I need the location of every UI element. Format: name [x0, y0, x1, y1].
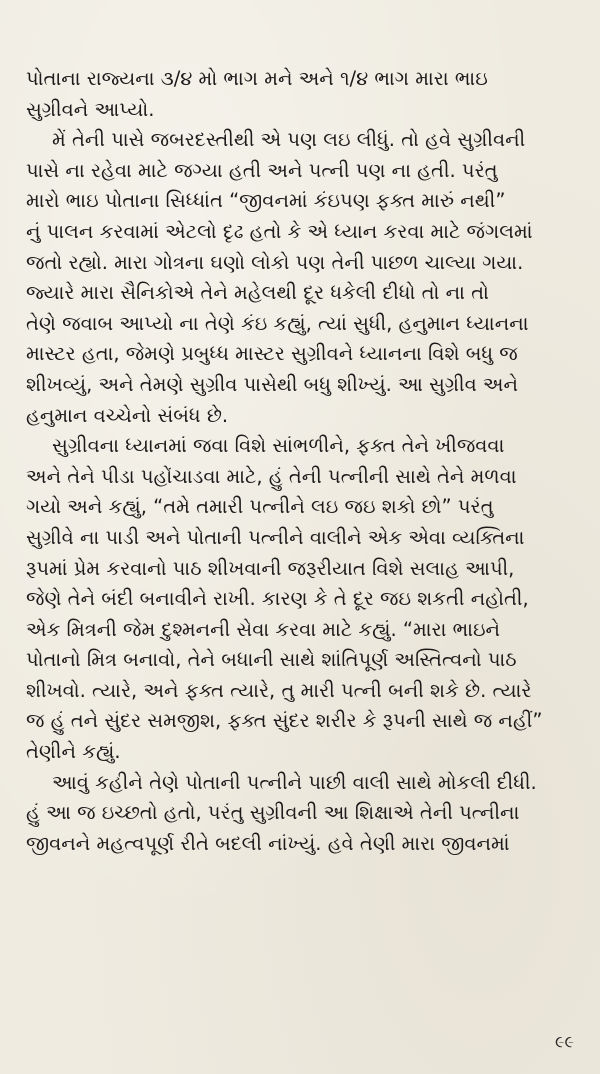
text-line: જ્યારે મારા સૈનિકોએ તેને મહેલથી દૂર ધકેલી દીધો તો ના તો [26, 281, 489, 305]
body-text [26, 64, 582, 859]
text-line: સુગ્રીવે ના પાડી અને પોતાની પત્નીને વાલીને એક એવા વ્યક્તિના [26, 525, 525, 549]
text-line: તેણે જવાબ આપ્યો ના તેણે કંઇ કહ્યું, ત્યાં સુધી, હનુમાન ધ્યાનના [26, 311, 529, 335]
text-line: તેણીને કહ્યું. [26, 740, 121, 764]
text-line: માસ્ટર હતા, જેમણે પ્રબુધ્ધ માસ્ટર સુગ્રીવને ધ્યાનના વિશે બધુ જ [26, 342, 518, 366]
text-line: અને તેને પીડા પહોંચાડવા માટે, હું તેની પત્નીની સાથે તેને મળવા [26, 464, 517, 488]
text-line: જેણે તેને બંદી બનાવીને રાખી. કારણ કે તે દૂર જઇ શકતી નહોતી, [26, 587, 529, 611]
text-line: શીખવ્યું, અને તેમણે સુગ્રીવ પાસેથી બધુ શીખ્યું. આ સુગ્રીવ અને [26, 372, 519, 396]
text-line: મારો ભાઇ પોતાના સિધ્ધાંત “જીવનમાં કંઇપણ ફક્ત મારું નથી” [26, 189, 506, 213]
text-line: પોતાનો મિત્ર બનાવો, તેને બધાની સાથે શાંતિપૂર્ણ અસ્તિત્વનો પાઠ [26, 648, 517, 672]
text-line: પોતાના રાજ્યના ૩/૪ મો ભાગ મને અને ૧/૪ ભાગ મારા ભાઇ [26, 67, 488, 90]
paragraph-start-line: સુગ્રીવના ધ્યાનમાં જવા વિશે સાંભળીને, ફક્ત તેને ખીજવવા [52, 434, 505, 458]
text-line: જીવનને મહત્વપૂર્ણ રીતે બદલી નાંખ્યું. હવે તેણી મારા જીવનમાં [26, 831, 510, 855]
text-line: જતો રહ્યો. મારા ગોત્રના ઘણો લોકો પણ તેની પાછળ ચાલ્યા ગયા. [26, 250, 524, 274]
paragraph-start-line: મેં તેની પાસે જબરદસ્તીથી એ પણ લઇ લીધું. તો હવે સુગ્રીવની [52, 128, 526, 152]
text-line: જ હું તને સુંદર સમજીશ, ફક્ત સુંદર શરીર કે રૂપની સાથે જ નહીં” [26, 709, 543, 733]
text-line: હનુમાન વચ્ચેનો સંબંધ છે. [26, 403, 229, 427]
paragraph-start-line: આવું કહીને તેણે પોતાની પત્નીને પાછી વાલી સાથે મોકલી દીધી. [52, 770, 537, 794]
text-line: સુગ્રીવને આપ્યો. [26, 97, 155, 121]
text-line: હું આ જ ઇચ્છતો હતો, પરંતુ સુગ્રીવની આ શિક્ષાએ તેની પત્નીના [26, 801, 520, 825]
text-line: શીખવો. ત્યારે, અને ફક્ત ત્યારે, તુ મારી પત્ની બની શકે છે. ત્યારે [26, 678, 532, 702]
text-line: ગયો અને કહ્યું, “તમે તમારી પત્નીને લઇ જઇ શકો છો” પરંતુ [26, 495, 494, 519]
text-line: એક મિત્રની જેમ દુશ્મનની સેવા કરવા માટે કહ્યું. “મારા ભાઇને [26, 617, 501, 641]
text-line: રૂપમાં પ્રેમ કરવાનો પાઠ શીખવાની જરૂરીયાત વિશે સલાહ આપી, [26, 556, 515, 580]
page-number: ૯૯ [555, 1032, 574, 1051]
text-line: નું પાલન કરવામાં એટલો દૃઢ હતો કે એ ધ્યાન કરવા માટે જંગલમાં [26, 219, 533, 243]
text-line: પાસે ના રહેવા માટે જગ્યા હતી અને પત્ની પણ ના હતી. પરંતુ [26, 158, 498, 182]
